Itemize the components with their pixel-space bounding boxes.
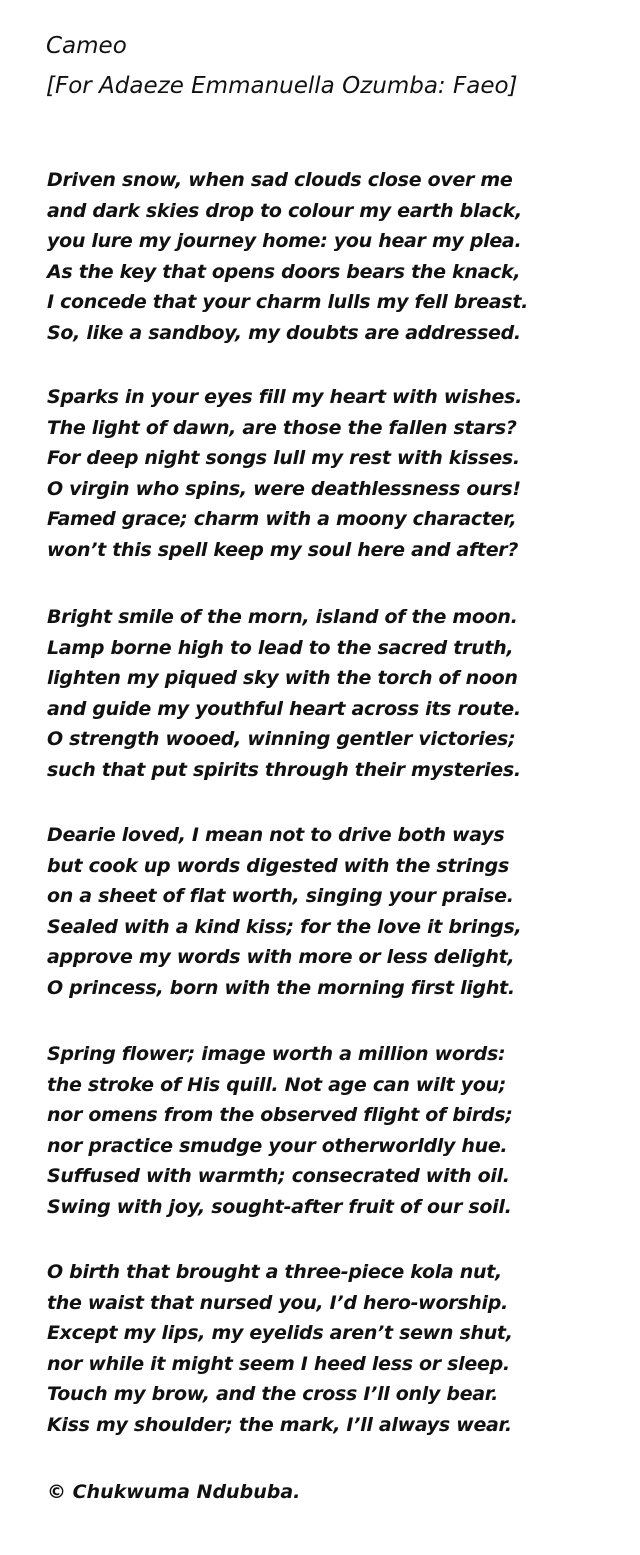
- poem-line: nor omens from the observed flight of birds;: [47, 1104, 513, 1126]
- poem-line: For deep night songs lull my rest with kisses.: [47, 447, 520, 469]
- stanza-4: [47, 820, 521, 1003]
- poem-line: nor while it might seem I heed less or sleep.: [47, 1352, 510, 1375]
- poem-title: Cameo: [46, 33, 127, 59]
- poem-line: Except my lips, my eyelids aren’t sewn shut,: [47, 1322, 513, 1344]
- poem-line: O princess, born with the morning first light.: [47, 976, 515, 999]
- poem-line: approve my words with more or less delight,: [47, 946, 515, 968]
- poem-line: Driven snow, when sad clouds close over me: [47, 169, 513, 191]
- poem-line: Swing with joy, sought-after fruit of our soil.: [47, 1195, 512, 1218]
- stanza-2: [47, 382, 522, 565]
- stanza-3: [47, 602, 521, 785]
- poem-line: The light of dawn, are those the fallen stars?: [47, 416, 517, 439]
- poem-line: Sealed with a kind kiss; for the love it brings,: [47, 915, 522, 938]
- poem-line: Sparks in your eyes fill my heart with wishes.: [47, 386, 523, 408]
- poem-line: As the key that opens doors bears the knack,: [47, 260, 521, 283]
- poem-line: Lamp borne high to lead to the sacred truth,: [47, 636, 514, 659]
- poem-line: you lure my journey home: you hear my plea.: [47, 230, 522, 252]
- poem-line: Kiss my shoulder; the mark, I’ll always wear.: [47, 1413, 512, 1436]
- poem-line: Spring flower; image worth a million words:: [47, 1043, 506, 1065]
- poem-line: lighten my piqued sky with the torch of noon: [47, 667, 518, 689]
- poem-line: nor practice smudge your otherworldly hue.: [47, 1134, 508, 1157]
- poem-line: So, like a sandboy, my doubts are addressed.: [47, 321, 521, 344]
- poem-line: such that put spirits through their mysteries.: [47, 758, 521, 781]
- poem-line: Touch my brow, and the cross I’ll only bear.: [47, 1383, 499, 1405]
- stanza-5: [47, 1039, 513, 1222]
- stanza-1: [47, 165, 528, 348]
- poem-dedication: [For Adaeze Emmanuella Ozumba: Faeo]: [46, 73, 518, 99]
- poem-line: and dark skies drop to colour my earth black,: [47, 199, 522, 222]
- poem-line: and guide my youthful heart across its route.: [47, 697, 521, 720]
- poem-line: Suffused with warmth; consecrated with oil.: [47, 1165, 510, 1187]
- poem-line: the waist that nursed you, I’d hero-worship.: [47, 1291, 508, 1314]
- poem-line: I concede that your charm lulls my fell breast.: [47, 291, 529, 313]
- poem-line: Famed grace; charm with a moony character,: [47, 508, 517, 530]
- poem-line: Dearie loved, I mean not to drive both ways: [47, 824, 505, 846]
- poem-line: O birth that brought a three-piece kola nut,: [47, 1261, 502, 1283]
- poem-line: O strength wooed, winning gentler victories;: [47, 728, 516, 750]
- poem-line: O virgin who spins, were deathlessness ours!: [47, 477, 521, 500]
- poem-line: the stroke of His quill. Not age can wilt you;: [47, 1073, 506, 1096]
- poem-line: Bright smile of the morn, island of the moon.: [47, 606, 518, 628]
- stanza-6: [47, 1257, 513, 1440]
- poem-line: on a sheet of flat worth, singing your praise.: [47, 885, 514, 907]
- copyright-notice: © Chukwuma Ndububa.: [47, 1481, 301, 1503]
- poem-line: but cook up words digested with the strings: [47, 854, 509, 877]
- poem-line: won’t this spell keep my soul here and after?: [47, 538, 519, 561]
